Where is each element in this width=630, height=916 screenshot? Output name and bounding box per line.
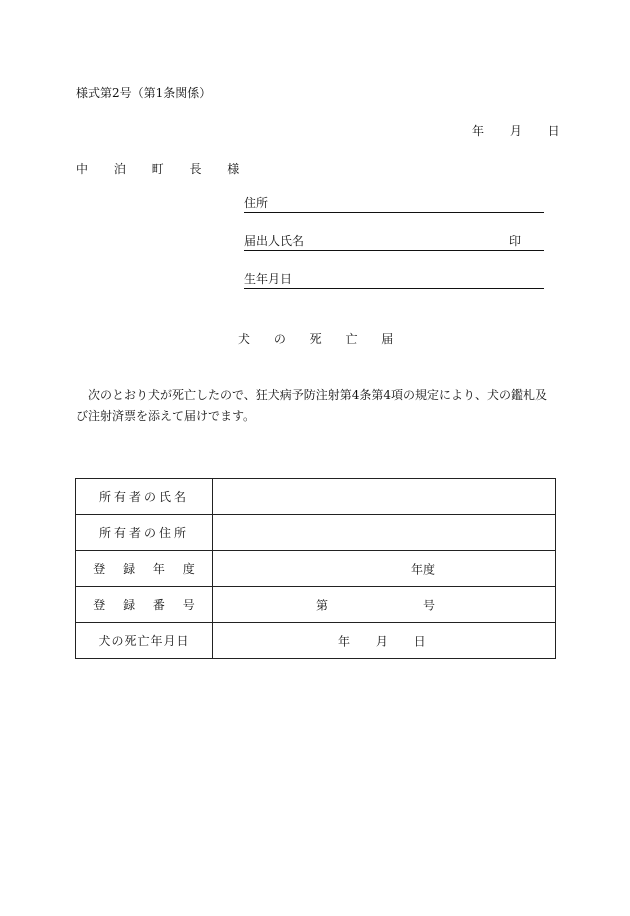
body-text: 次のとおり犬が死亡したので、狂犬病予防注射第4条第4項の規定により、犬の鑑札及び注射済票を添えて届けでます。	[76, 388, 548, 423]
death-date-cell[interactable]	[213, 623, 556, 659]
table-row	[76, 551, 556, 587]
registration-number-cell[interactable]	[213, 587, 556, 623]
table-row	[76, 623, 556, 659]
registration-number-suffix: 号	[423, 598, 436, 612]
address-label: 住所	[244, 196, 269, 210]
death-date-value: 年 月 日	[338, 634, 426, 648]
owner-name-label: 所有者の氏名	[76, 479, 213, 515]
document-title: 犬 の 死 亡 届	[238, 332, 394, 346]
applicant-name-label: 届出人氏名	[244, 234, 305, 248]
birthdate-label: 生年月日	[244, 272, 293, 286]
owner-name-cell[interactable]	[213, 479, 556, 515]
death-date-label: 犬の死亡年月日	[76, 623, 213, 659]
table-row	[76, 587, 556, 623]
seal-label: 印	[509, 234, 522, 248]
form-number: 様式第2号（第1条関係）	[76, 86, 212, 100]
owner-address-cell[interactable]	[213, 515, 556, 551]
registration-year-cell[interactable]	[213, 551, 556, 587]
owner-address-label: 所有者の住所	[76, 515, 213, 551]
table-row	[76, 479, 556, 515]
registration-year-suffix: 年度	[411, 562, 436, 576]
submission-date: 年 月 日	[472, 124, 560, 138]
table-row	[76, 515, 556, 551]
dog-info-table	[75, 478, 556, 659]
birthdate-field[interactable]	[244, 272, 544, 289]
registration-number-label: 登 録 番 号	[76, 587, 213, 623]
address-field[interactable]	[244, 196, 544, 213]
applicant-name-field[interactable]	[244, 234, 544, 251]
registration-number-prefix: 第	[316, 598, 329, 612]
registration-year-label: 登 録 年 度	[76, 551, 213, 587]
addressee: 中 泊 町 長 様	[76, 162, 251, 176]
